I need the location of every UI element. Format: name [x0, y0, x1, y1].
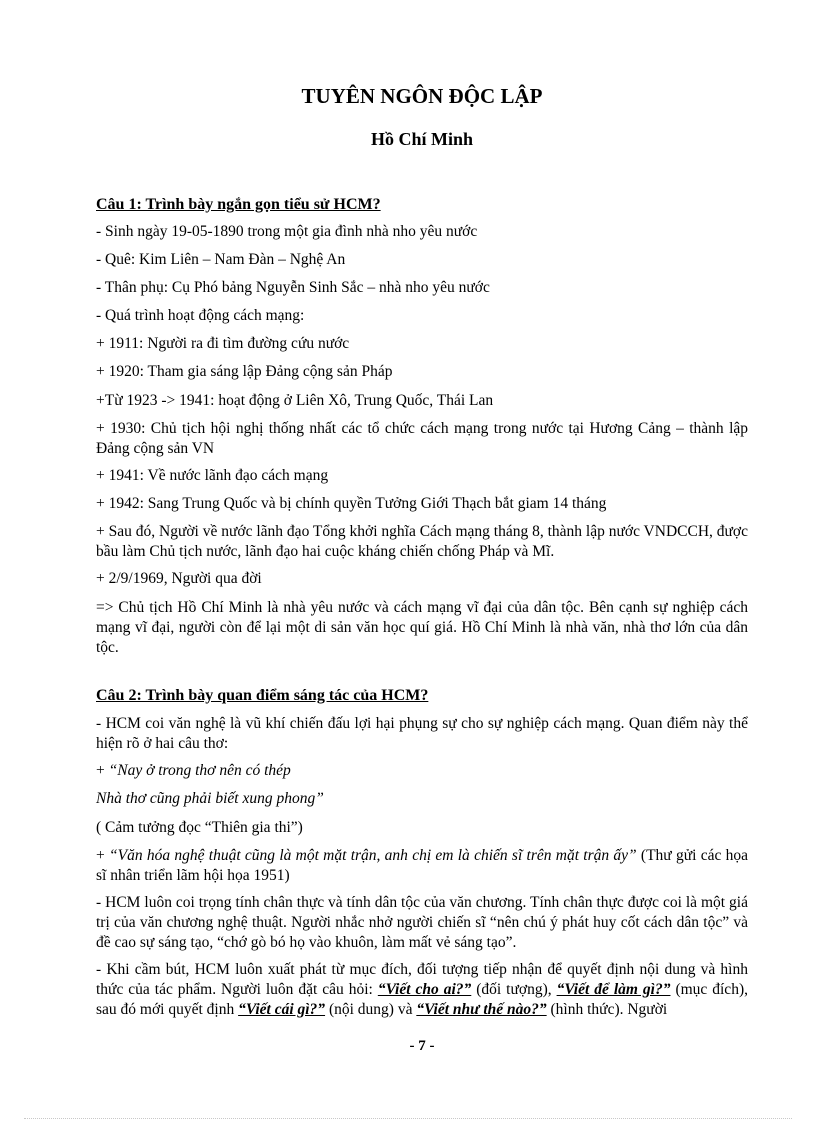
quote-prefix: + — [96, 847, 110, 864]
quote-text: “Văn hóa nghệ thuật cũng là một mặt trận, anh chị em là chiến sĩ trên mặt trận ấy” — [109, 847, 637, 864]
list-item: - Quá trình hoạt động cách mạng: — [96, 307, 305, 324]
emphasis-question: “Viết để làm gì?” — [556, 981, 671, 998]
question-2-heading: Câu 2: Trình bày quan điểm sáng tác của HCM? — [96, 687, 429, 704]
list-item: - Thân phụ: Cụ Phó bảng Nguyễn Sinh Sắc – nhà nho yêu nước — [96, 279, 490, 296]
quote-paragraph — [96, 846, 748, 886]
paragraph: - HCM coi văn nghệ là vũ khí chiến đấu lợi hại phụng sự cho sự nghiệp cách mạng. Quan điểm này thể hiện rõ ở hai câu thơ: — [96, 715, 748, 752]
list-item: - Quê: Kim Liên – Nam Đàn – Nghệ An — [96, 251, 346, 268]
list-item: + 1942: Sang Trung Quốc và bị chính quyền Tưởng Giới Thạch bắt giam 14 tháng — [96, 495, 607, 512]
text-run: (nội dung) và — [325, 1001, 417, 1018]
emphasis-question: “Viết cái gì?” — [238, 1001, 326, 1018]
text-run: (mục đích), sau đó mới quyết định — [96, 981, 748, 1018]
quote-line — [96, 761, 748, 781]
quote-source: (Thư gửi các họa sĩ nhân triển lãm hội họa 1951) — [96, 847, 748, 884]
page-number: - 7 - — [409, 1038, 435, 1054]
document-title: TUYÊN NGÔN ĐỘC LẬP — [301, 84, 543, 108]
text-run: - Khi cầm bút, HCM luôn xuất phát từ mục đích, đối tượng tiếp nhận để quyết định nội dung và hình thức của tác phẩm. Người luôn đặt câu hỏi: — [96, 961, 748, 998]
paragraph: - HCM luôn coi trọng tính chân thực và tính dân tộc của văn chương. Tính chân thực được coi là một giá trị của văn chương nghệ thuật. Người nhắc nhở người chiến sĩ “nên chú ý phát huy cốt cách dân tộc” và đề cao sự sáng tạo, “chớ gò bó họ vào khuôn, làm mất vẻ sáng tạo”. — [96, 894, 748, 951]
conclusion-paragraph: => Chủ tịch Hồ Chí Minh là nhà yêu nước và cách mạng vĩ đại của dân tộc. Bên cạnh sự nghiệp cách mạng vĩ đại, người còn để lại một di sản văn học quí giá. Hồ Chí Minh là nhà văn, nhà thơ lớn của dân tộc. — [96, 599, 748, 656]
list-item: + Sau đó, Người về nước lãnh đạo Tổng khởi nghĩa Cách mạng tháng 8, thành lập nước VNDCCH, được bầu làm Chủ tịch nước, lãnh đạo hai cuộc kháng chiến chống Pháp và Mĩ. — [96, 523, 748, 560]
quote-line: Nhà thơ cũng phải biết xung phong” — [96, 790, 324, 807]
list-item: - Sinh ngày 19-05-1890 trong một gia đình nhà nho yêu nước — [96, 223, 478, 240]
emphasis-question: “Viết như thế nào?” — [416, 1001, 547, 1018]
text-run: (đối tượng), — [471, 981, 557, 998]
quote-text: “Nay ở trong thơ nên có thép — [108, 762, 291, 779]
list-item: + 1930: Chủ tịch hội nghị thống nhất các tổ chức cách mạng trong nước tại Hương Cảng – thành lập Đảng cộng sản VN — [96, 420, 748, 457]
quote-prefix: + — [96, 762, 109, 779]
list-item: + 1941: Về nước lãnh đạo cách mạng — [96, 467, 329, 484]
list-item: + 1911: Người ra đi tìm đường cứu nước — [96, 335, 350, 352]
paragraph — [96, 960, 748, 1020]
list-item: + 2/9/1969, Người qua đời — [96, 570, 262, 587]
text-run: (hình thức). Người — [546, 1001, 668, 1018]
page-bottom-rule — [24, 1118, 792, 1119]
list-item: +Từ 1923 -> 1941: hoạt động ở Liên Xô, Trung Quốc, Thái Lan — [96, 392, 494, 409]
document-author: Hồ Chí Minh — [370, 129, 474, 149]
list-item: + 1920: Tham gia sáng lập Đảng cộng sản Pháp — [96, 363, 393, 380]
quote-source: ( Cảm tưởng đọc “Thiên gia thi”) — [96, 819, 303, 836]
question-1-heading: Câu 1: Trình bày ngắn gọn tiểu sử HCM? — [96, 196, 381, 213]
emphasis-question: “Viết cho ai?” — [377, 981, 472, 998]
